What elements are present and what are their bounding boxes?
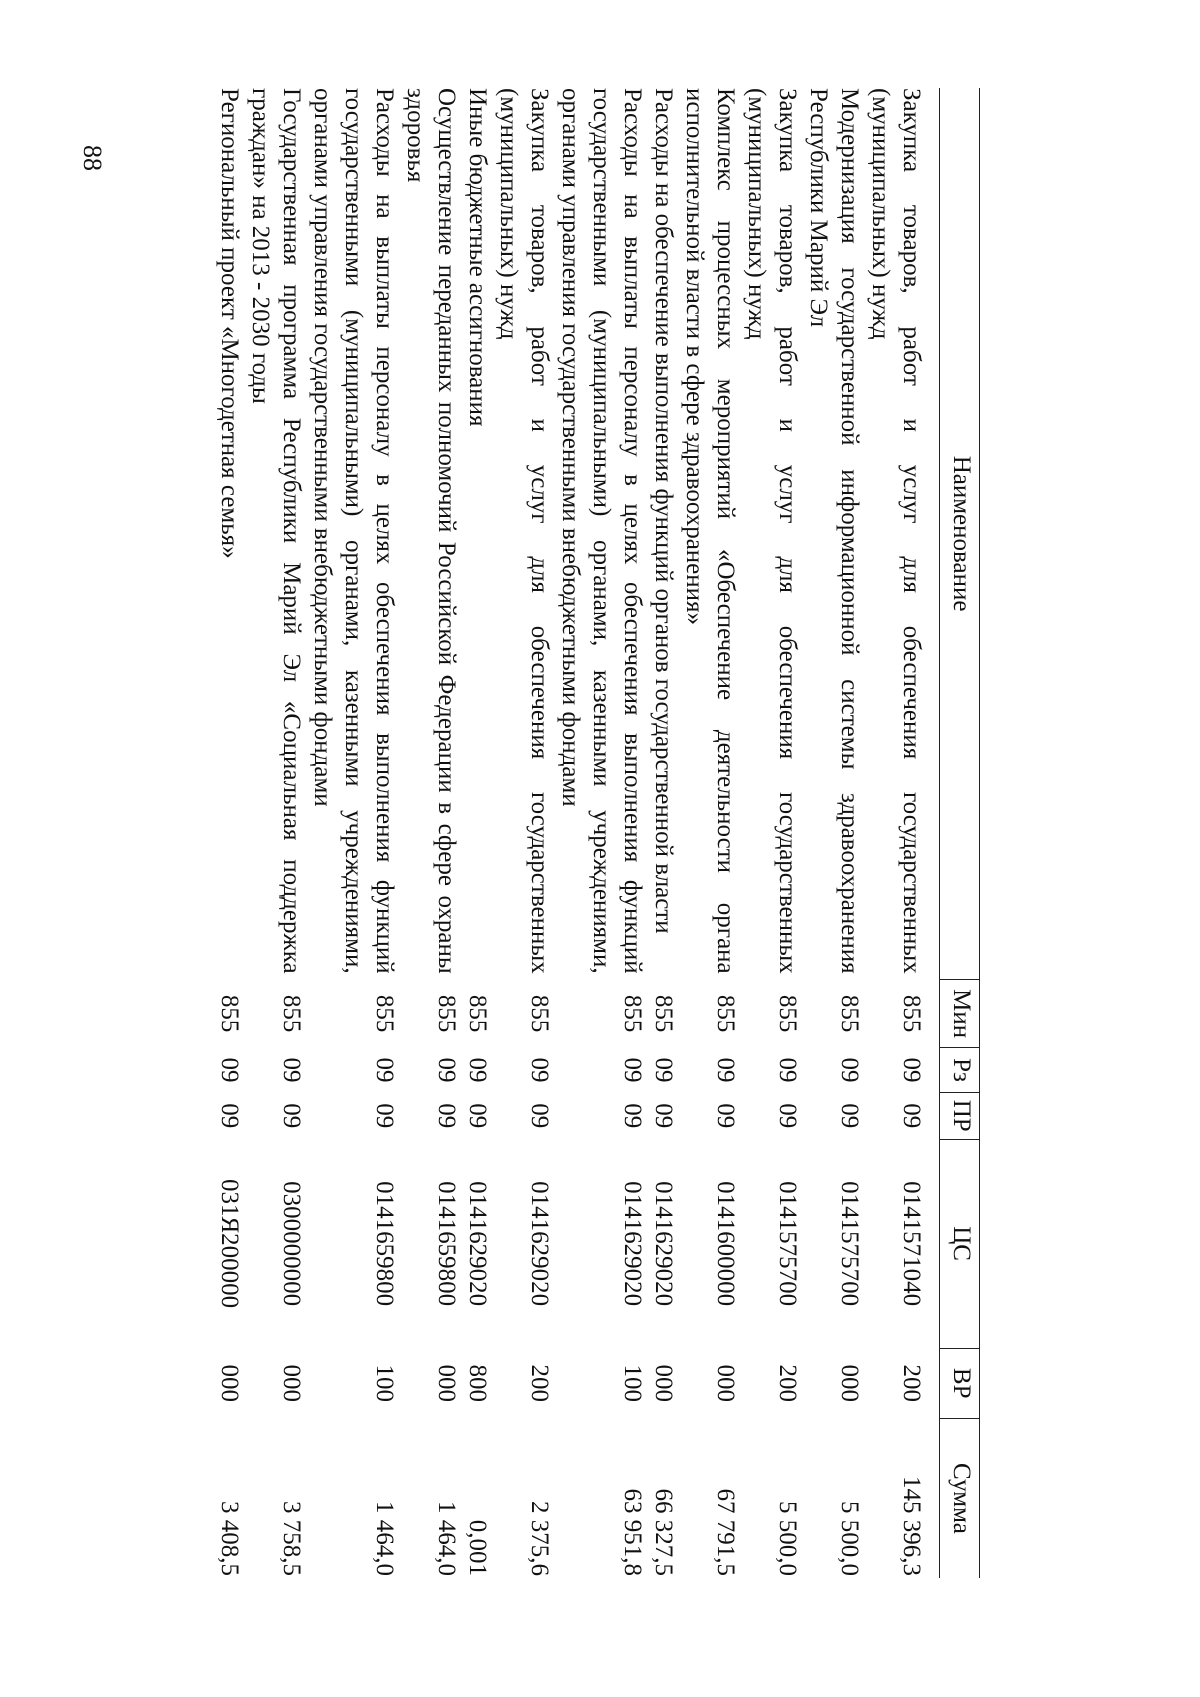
row-rz: 09 xyxy=(433,1057,460,1083)
row-sum: 66 327,5 xyxy=(650,1488,677,1576)
row-min: 855 xyxy=(650,994,677,1033)
table-row xyxy=(803,88,865,1578)
row-vr: 000 xyxy=(836,1364,863,1402)
row-pr: 09 xyxy=(278,1103,305,1129)
row-rz: 09 xyxy=(898,1057,925,1083)
table-row xyxy=(865,88,927,1578)
row-name: Расходы на выплаты персоналу в целях обеспечения выполнения функций государственными (муниципальными) органами, казенными учреждениями, органами управления государственными внебюджетными фондами xyxy=(309,88,398,974)
table-row xyxy=(400,88,462,1578)
row-cs: 0141575700 xyxy=(836,1181,863,1307)
header-name: Наименование xyxy=(940,88,980,980)
row-vr: 000 xyxy=(433,1364,460,1402)
row-rz: 09 xyxy=(216,1057,243,1083)
row-vr: 000 xyxy=(216,1364,243,1402)
row-cs: 0141600000 xyxy=(712,1181,739,1307)
row-min: 855 xyxy=(371,994,398,1033)
row-cs: 0141629020 xyxy=(619,1181,646,1307)
row-rz: 09 xyxy=(836,1057,863,1083)
row-name: Расходы на обеспечение выполнения функций органов государственной власти xyxy=(650,88,677,934)
row-name: Закупка товаров, работ и услуг для обеспечения государственных (муниципальных) нужд xyxy=(867,88,925,974)
row-rz: 09 xyxy=(371,1057,398,1083)
header-sum: Сумма xyxy=(940,1418,980,1578)
row-rz: 09 xyxy=(619,1057,646,1083)
page-number: 88 xyxy=(78,145,107,171)
header-cs: ЦС xyxy=(940,1139,980,1348)
table-row xyxy=(307,88,400,1578)
row-rz: 09 xyxy=(712,1057,739,1083)
table-row xyxy=(741,88,803,1578)
row-pr: 09 xyxy=(898,1103,925,1129)
row-vr: 100 xyxy=(371,1364,398,1402)
header-rz: Рз xyxy=(940,1048,980,1093)
row-pr: 09 xyxy=(216,1103,243,1129)
row-sum: 63 951,8 xyxy=(619,1488,646,1576)
row-cs: 0141629020 xyxy=(650,1181,677,1307)
row-pr: 09 xyxy=(836,1103,863,1129)
row-min: 855 xyxy=(774,994,801,1033)
row-name: Государственная программа Республики Марий Эл «Социальная поддержка граждан» на 2013 - 2030 годы xyxy=(247,88,305,974)
table-row xyxy=(648,88,679,1578)
row-sum: 1 464,0 xyxy=(433,1501,460,1576)
row-sum: 145 396,3 xyxy=(898,1476,925,1576)
row-vr: 100 xyxy=(619,1364,646,1402)
row-sum: 5 500,0 xyxy=(836,1501,863,1576)
row-vr: 800 xyxy=(464,1364,491,1402)
rotated-document xyxy=(216,48,980,1648)
row-cs: 0141629020 xyxy=(464,1181,491,1307)
table-row xyxy=(462,88,493,1578)
table-header-row xyxy=(940,88,980,1578)
row-min: 855 xyxy=(278,994,305,1033)
row-min: 855 xyxy=(898,994,925,1033)
row-rz: 09 xyxy=(774,1057,801,1083)
row-vr: 200 xyxy=(898,1364,925,1402)
row-cs: 031Я200000 xyxy=(216,1179,243,1309)
spacer-row xyxy=(927,88,940,1578)
row-pr: 09 xyxy=(526,1103,553,1129)
row-name: Закупка товаров, работ и услуг для обеспечения государственных (муниципальных) нужд xyxy=(495,88,553,974)
row-vr: 000 xyxy=(650,1364,677,1402)
table-row xyxy=(493,88,555,1578)
row-rz: 09 xyxy=(650,1057,677,1083)
row-min: 855 xyxy=(526,994,553,1033)
row-rz: 09 xyxy=(278,1057,305,1083)
row-sum: 3 408,5 xyxy=(216,1501,243,1576)
table-row xyxy=(214,88,245,1578)
row-pr: 09 xyxy=(619,1103,646,1129)
row-rz: 09 xyxy=(526,1057,553,1083)
row-pr: 09 xyxy=(650,1103,677,1129)
row-sum: 3 758,5 xyxy=(278,1501,305,1576)
header-vr: ВР xyxy=(940,1348,980,1418)
row-cs: 0141571040 xyxy=(898,1181,925,1307)
row-cs: 0141659800 xyxy=(371,1181,398,1307)
table-row xyxy=(245,88,307,1578)
row-name: Расходы на выплаты персоналу в целях обеспечения выполнения функций государственными (муниципальными) органами, казенными учреждениями, органами управления государственными внебюджетными фондами xyxy=(557,88,646,974)
row-pr: 09 xyxy=(712,1103,739,1129)
row-min: 855 xyxy=(433,994,460,1033)
row-name: Иные бюджетные ассигнования xyxy=(464,88,491,427)
header-pr: ПР xyxy=(940,1092,980,1139)
row-min: 855 xyxy=(619,994,646,1033)
row-pr: 09 xyxy=(433,1103,460,1129)
row-rz: 09 xyxy=(464,1057,491,1083)
table-row xyxy=(555,88,648,1578)
row-name: Осуществление переданных полномочий Российской Федерации в сфере охраны здоровья xyxy=(402,88,460,974)
row-sum: 2 375,6 xyxy=(526,1501,553,1576)
row-sum: 0,001 xyxy=(464,1519,491,1576)
row-name: Комплекс процессных мероприятий «Обеспечение деятельности органа исполнительной власти в сфере здравоохранения» xyxy=(681,88,739,974)
row-min: 855 xyxy=(712,994,739,1033)
row-name: Модернизация государственной информационной системы здравоохранения Республики Марий Эл xyxy=(805,88,863,974)
table-row xyxy=(679,88,741,1578)
row-min: 855 xyxy=(836,994,863,1033)
budget-table xyxy=(214,88,980,1578)
header-min: Мин xyxy=(940,980,980,1048)
row-cs: 0141629020 xyxy=(526,1181,553,1307)
row-pr: 09 xyxy=(774,1103,801,1129)
row-cs: 0141575700 xyxy=(774,1181,801,1307)
row-min: 855 xyxy=(216,994,243,1033)
row-name: Региональный проект «Многодетная семья» xyxy=(216,88,243,559)
row-vr: 000 xyxy=(712,1364,739,1402)
row-sum: 1 464,0 xyxy=(371,1501,398,1576)
row-min: 855 xyxy=(464,994,491,1033)
row-pr: 09 xyxy=(371,1103,398,1129)
row-pr: 09 xyxy=(464,1103,491,1129)
row-sum: 67 791,5 xyxy=(712,1488,739,1576)
row-cs: 0300000000 xyxy=(278,1181,305,1307)
row-vr: 000 xyxy=(278,1364,305,1402)
row-sum: 5 500,0 xyxy=(774,1501,801,1576)
row-name: Закупка товаров, работ и услуг для обеспечения государственных (муниципальных) нужд xyxy=(743,88,801,974)
row-cs: 0141659800 xyxy=(433,1181,460,1307)
row-vr: 200 xyxy=(774,1364,801,1402)
spacer-cell xyxy=(927,88,940,1578)
row-vr: 200 xyxy=(526,1364,553,1402)
